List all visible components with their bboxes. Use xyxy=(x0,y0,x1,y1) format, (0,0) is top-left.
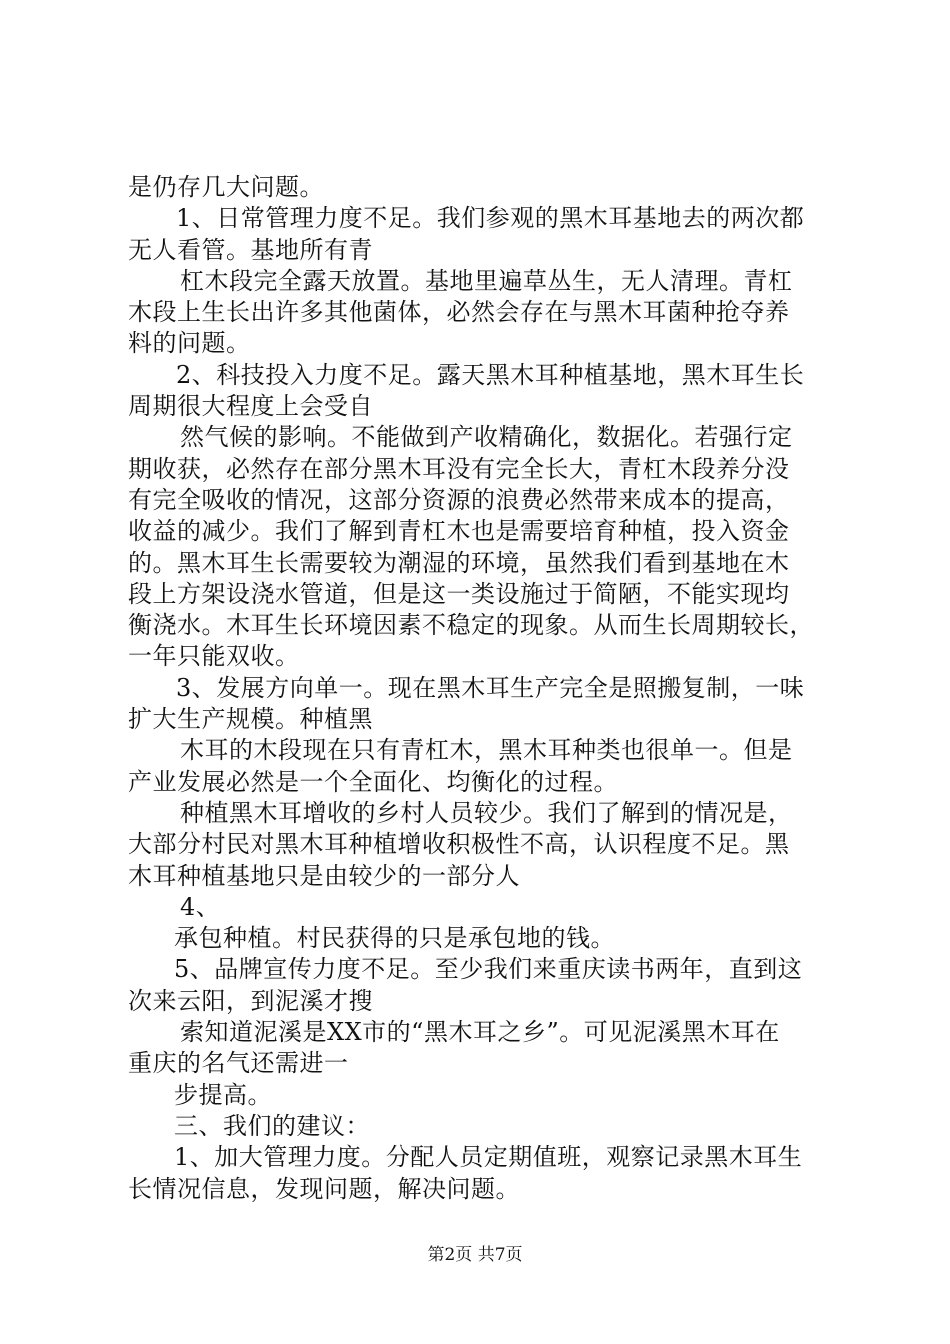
text-line: 期收获，必然存在部分黑木耳没有完全长大，青杠木段养分没 xyxy=(128,454,790,483)
text-line: 料的问题。 xyxy=(128,329,251,358)
text-line: 是仍存几大问题。 xyxy=(128,173,324,201)
text-line: 承包种植。村民获得的只是承包地的钱。 xyxy=(174,924,615,953)
text-line: 1、日常管理力度不足。我们参观的黑木耳基地去的两次都 xyxy=(176,204,805,233)
text-line: 无人看管。基地所有青 xyxy=(128,235,373,264)
text-line: 衡浇水。木耳生长环境因素不稳定的现象。从而生长周期较长， xyxy=(128,611,814,640)
text-line: 收益的减少。我们了解到青杠木也是需要培育种植，投入资金 xyxy=(128,517,790,546)
text-line: 大部分村民对黑木耳种植增收积极性不高，认识程度不足。黑 xyxy=(128,830,790,859)
text-line: 次来云阳，到泥溪才搜 xyxy=(128,986,373,1015)
text-line: 三、我们的建议： xyxy=(174,1111,370,1140)
text-line: 段上方架设浇水管道，但是这一类设施过于简陋，不能实现均 xyxy=(128,579,790,608)
text-line: 5、品牌宣传力度不足。至少我们来重庆读书两年，直到这 xyxy=(174,955,803,984)
text-line: 种植黑木耳增收的乡村人员较少。我们了解到的情况是， xyxy=(180,798,793,827)
text-line: 杠木段完全露天放置。基地里遍草丛生，无人清理。青杠 xyxy=(180,266,793,295)
text-line: 的。黑木耳生长需要较为潮湿的环境，虽然我们看到基地在木 xyxy=(128,548,790,577)
text-line: 3、发展方向单一。现在黑木耳生产完全是照搬复制，一味 xyxy=(176,673,805,702)
text-line: 有完全吸收的情况，这部分资源的浪费必然带来成本的提高， xyxy=(128,485,790,514)
text-line: 木耳的木段现在只有青杠木，黑木耳种类也很单一。但是 xyxy=(180,736,793,765)
text-line: 步提高。 xyxy=(174,1080,272,1109)
text-line: 扩大生产规模。种植黑 xyxy=(128,705,373,734)
text-line: 产业发展必然是一个全面化、均衡化的过程。 xyxy=(128,767,618,796)
document-body xyxy=(128,172,838,1205)
text-line: 木耳种植基地只是由较少的一部分人 xyxy=(128,861,520,890)
page-footer: 第2页 共7页 xyxy=(427,1245,523,1265)
text-line: 一年只能双收。 xyxy=(128,642,300,671)
text-line: 重庆的名气还需进一 xyxy=(128,1049,349,1078)
text-line: 长情况信息，发现问题，解决问题。 xyxy=(128,1174,520,1203)
text-line: 然气候的影响。不能做到产收精确化，数据化。若强行定 xyxy=(180,423,793,452)
text-line: 木段上生长出许多其他菌体，必然会存在与黑木耳菌种抢夺养 xyxy=(128,298,790,327)
text-line: 索知道泥溪是XX市的“黑木耳之乡”。可见泥溪黑木耳在 xyxy=(180,1018,780,1047)
text-line: 4、 xyxy=(180,892,221,921)
text-line: 1、加大管理力度。分配人员定期值班，观察记录黑木耳生 xyxy=(174,1143,803,1172)
text-line: 2、科技投入力度不足。露天黑木耳种植基地，黑木耳生长 xyxy=(176,360,805,389)
text-line: 周期很大程度上会受自 xyxy=(128,392,373,421)
